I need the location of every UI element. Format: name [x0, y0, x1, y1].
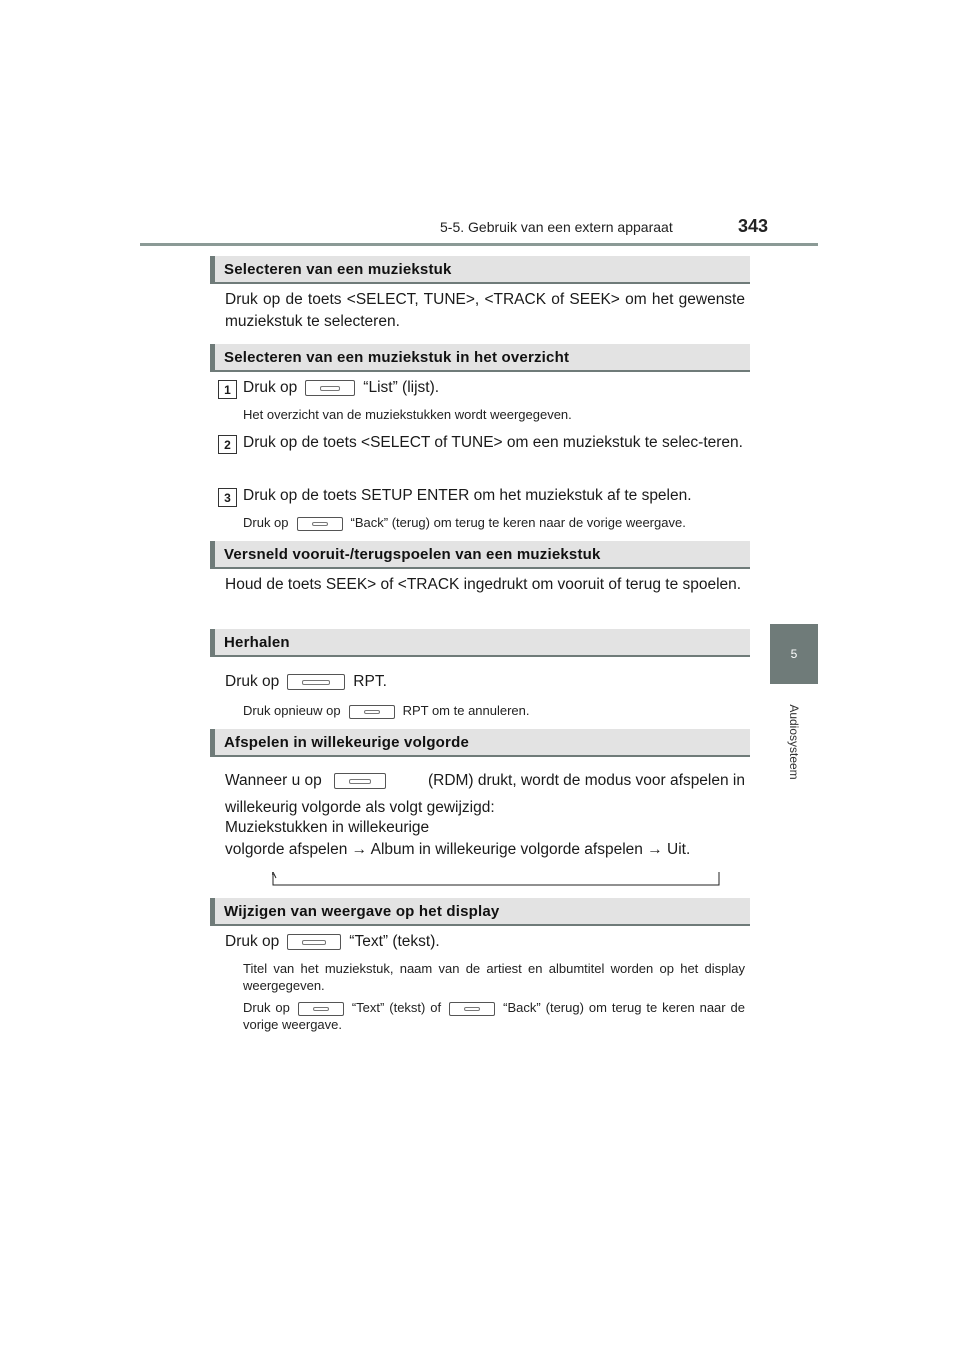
page-number: 343 — [738, 216, 769, 236]
random-line-1: Wanneer u op (RDM) drukt, wordt de modus voor afspelen in — [225, 772, 745, 789]
list-button-icon — [305, 380, 355, 396]
step-3-text: Druk op de toets SETUP ENTER om het muziekstuk af te spelen. — [243, 487, 692, 504]
step-1-note: Het overzicht van de muziekstukken wordt weergegeven. — [243, 407, 572, 422]
section-header-repeat: Herhalen — [210, 629, 750, 657]
cycle-return-arrow — [272, 872, 720, 886]
display-text: Druk op “Text” (tekst). — [225, 933, 440, 950]
rpt-button-icon — [287, 674, 345, 690]
select-track-text: Druk op de toets <SELECT, TUNE>, <TRACK of SEEK> om het gewenste muziekstuk te selecteren. — [225, 291, 745, 330]
section-header-select-track: Selecteren van een muziekstuk — [210, 256, 750, 284]
text-button-icon — [287, 934, 341, 950]
display-note-1: Titel van het muziekstuk, naam van de artiest en albumtitel worden op het display weergegeven. — [243, 961, 745, 993]
back-button-icon-small — [449, 1002, 495, 1016]
fast-forward-text: Houd de toets SEEK> of <TRACK ingedrukt om vooruit of terug te spoelen. — [225, 576, 742, 593]
section-header-fast-forward: Versneld vooruit-/terugspoelen van een muziekstuk — [210, 541, 750, 569]
repeat-text: Druk op RPT. — [225, 673, 387, 690]
random-line-4: volgorde afspelen → Album in willekeurige volgorde afspelen → Uit. — [225, 841, 691, 858]
step-number-2: 2 — [218, 435, 237, 454]
text-button-icon-small — [298, 1002, 344, 1016]
section-header-random: Afspelen in willekeurige volgorde — [210, 729, 750, 757]
back-button-icon — [297, 517, 343, 531]
section-header-select-from-list: Selecteren van een muziekstuk in het overzicht — [210, 344, 750, 372]
rdm-button-icon — [334, 773, 386, 789]
repeat-note: Druk opnieuw op RPT om te annuleren. — [243, 703, 530, 718]
chapter-tab: 5 — [770, 624, 818, 684]
random-line-2: willekeurig volgorde als volgt gewijzigd: — [225, 799, 495, 816]
step-number-3: 3 — [218, 488, 237, 507]
display-note-2: Druk op “Text” (tekst) of “Back” (terug) om terug te keren naar de vorige weergave. — [243, 1000, 745, 1032]
step-3-note: Druk op “Back” (terug) om terug te keren naar de vorige weergave. — [243, 515, 686, 530]
step-2-text: Druk op de toets <SELECT of TUNE> om een muziekstuk te selec-teren. — [243, 434, 743, 451]
rpt-button-icon-small — [349, 705, 395, 719]
chapter-side-label: Audiosysteem — [787, 704, 801, 780]
section-header-display: Wijzigen van weergave op het display — [210, 898, 750, 926]
random-line-3: Muziekstukken in willekeurige — [225, 819, 430, 836]
step-1-text: Druk op “List” (lijst). — [243, 379, 440, 396]
step-number-1: 1 — [218, 380, 237, 399]
header-rule — [140, 243, 818, 246]
running-header: 5-5. Gebruik van een extern apparaat — [440, 219, 673, 235]
